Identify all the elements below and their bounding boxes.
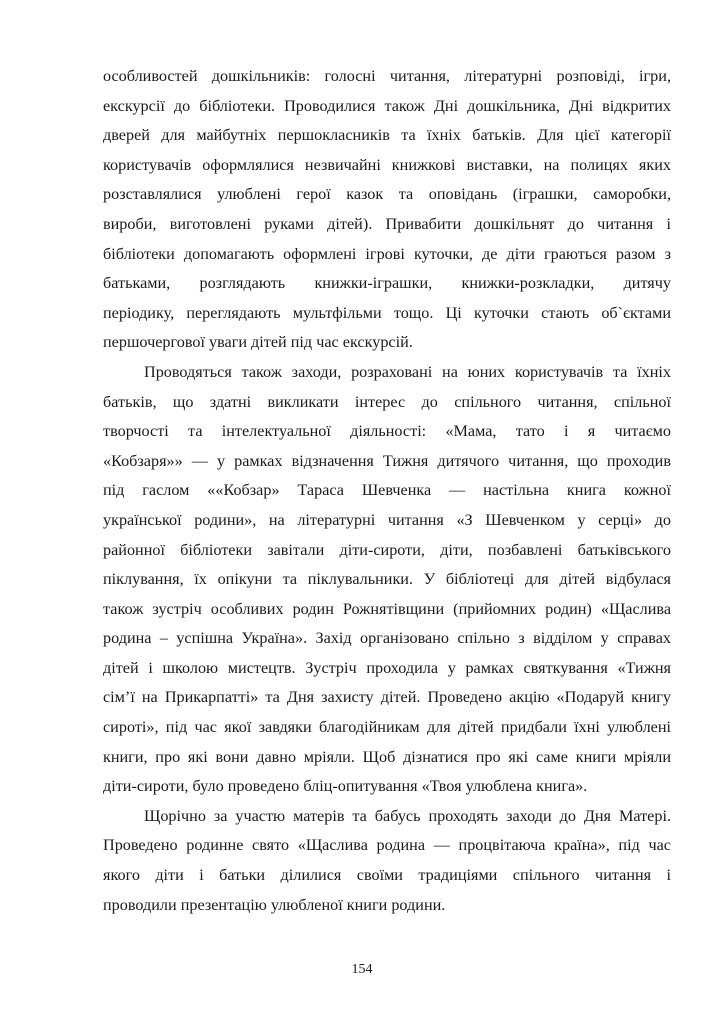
text-line: періодику, переглядають мультфільми тощо. Ці куточки стають об`єктами	[103, 303, 671, 322]
text-line: під гаслом ««Кобзар» Тараса Шевченка — настільна книга кожної	[103, 481, 671, 500]
text-line: районної бібліотеки завітали діти-сироти, діти, позбавлені батьківського	[103, 540, 671, 559]
text-line: Проводяться також заходи, розраховані на юних користувачів та їхніх	[144, 362, 671, 381]
text-line: «Кобзаря»» — у рамках відзначення Тижня дитячого читання, що проходив	[103, 451, 671, 470]
text-line: діти-сироти, було проведено бліц-опитування «Твоя улюблена книга».	[103, 777, 588, 796]
text-line: розставлялися улюблені герої казок та оповідань (іграшки, саморобки,	[103, 185, 671, 204]
paragraph	[103, 62, 671, 358]
text-line: родина – успішна Україна». Захід організовано спільно з відділом у справах	[103, 629, 671, 648]
text-line: екскурсії до бібліотеки. Проводилися також Дні дошкільника, Дні відкритих	[103, 96, 671, 115]
text-line: бібліотеки допомагають оформлені ігрові куточки, де діти граються разом з	[103, 244, 671, 263]
text-line: користувачів оформлялися незвичайні книжкові виставки, на полицях яких	[103, 155, 671, 174]
text-line: Проведено родинне свято «Щаслива родина — процвітаюча країна», під час	[103, 836, 671, 855]
text-line: української родини», на літературні читання «З Шевченком у серці» до	[103, 510, 671, 529]
page-number: 154	[351, 962, 373, 977]
text-line: якого діти і батьки ділилися своїми традиціями спільного читання і	[103, 866, 671, 885]
text-line: особливостей дошкільників: голосні читання, літературні розповіді, ігри,	[103, 67, 671, 85]
text-line: дітей і школою мистецтв. Зустріч проходила у рамках святкування «Тижня	[103, 658, 671, 677]
document-body	[103, 62, 671, 920]
text-line: також зустріч особливих родин Рожнятівщини (прийомних родин) «Щаслива	[103, 599, 671, 618]
text-line: батьків, що здатні викликати інтерес до спільного читання, спільної	[103, 392, 671, 411]
text-line: Щорічно за участю матерів та бабусь проходять заходи до Дня Матері.	[144, 806, 671, 825]
text-line: проводили презентацію улюбленої книги родини.	[103, 895, 446, 914]
text-line: піклування, їх опікуни та піклувальники. У бібліотеці для дітей відбулася	[103, 570, 671, 589]
text-line: вироби, виготовлені руками дітей). Привабити дошкільнят до читання і	[103, 214, 671, 233]
text-line: батьками, розглядають книжки-іграшки, книжки-розкладки, дитячу	[103, 274, 671, 293]
text-line: дверей для майбутніх першокласників та їхніх батьків. Для цієї категорії	[103, 126, 671, 145]
paragraph	[103, 802, 671, 920]
text-line: творчості та інтелектуальної діяльності: «Мама, тато і я читаємо	[103, 422, 671, 441]
text-line: сироті», під час якої завдяки благодійникам для дітей придбали їхні улюблені	[103, 718, 671, 737]
paragraph	[103, 358, 671, 802]
text-line: книги, про які вони давно мріяли. Щоб дізнатися про які саме книги мріяли	[103, 747, 671, 766]
text-line: сім’ї на Прикарпатті» та Дня захисту дітей. Проведено акцію «Подаруй книгу	[103, 688, 671, 707]
text-line: першочергової уваги дітей під час екскурсій.	[103, 333, 413, 352]
